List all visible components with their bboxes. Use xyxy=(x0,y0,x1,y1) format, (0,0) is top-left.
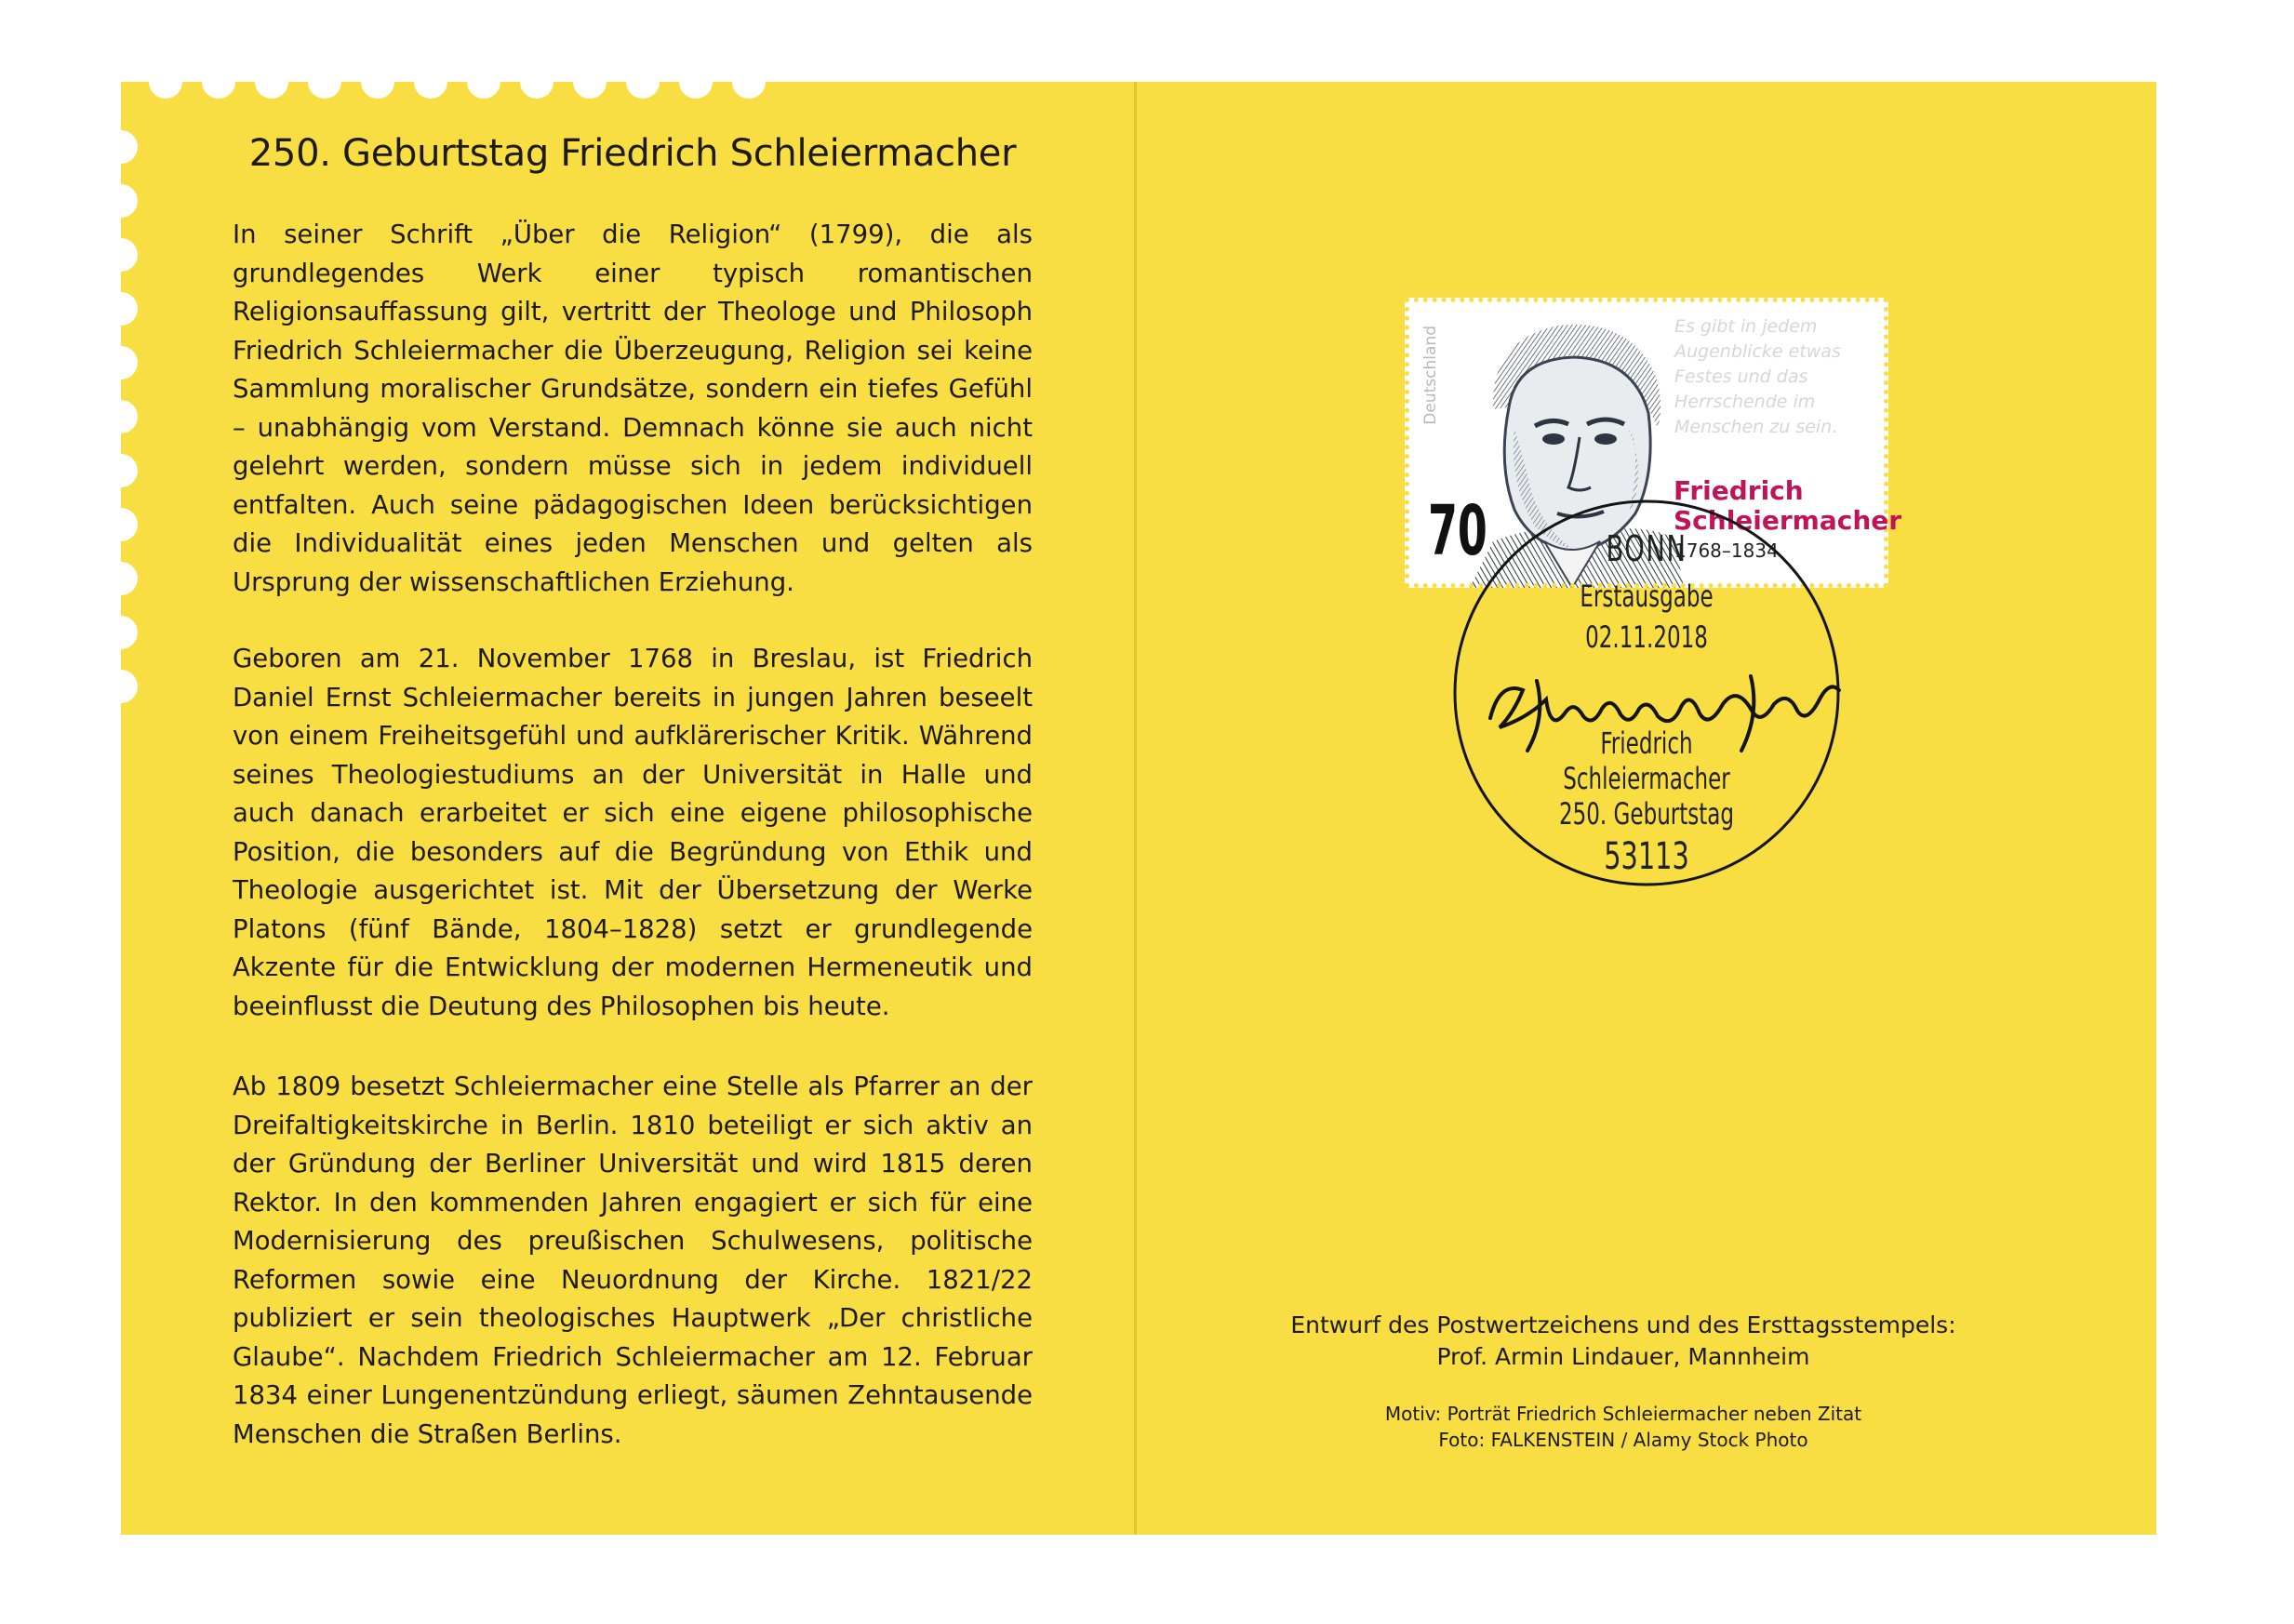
perforation-hole xyxy=(104,292,138,326)
perforation-hole xyxy=(104,454,138,487)
postmark-date: 02.11.2018 xyxy=(1585,619,1708,655)
perforation-hole xyxy=(202,65,235,99)
designer-name: Prof. Armin Lindauer, Mannheim xyxy=(1436,1343,1810,1370)
page-title: 250. Geburtstag Friedrich Schleiermacher xyxy=(248,132,1017,175)
stamp-years: 1768–1834 xyxy=(1674,539,1779,562)
stamp-value: 70 xyxy=(1428,491,1487,571)
postmark-postcode: 53113 xyxy=(1604,835,1689,878)
postmark-first-issue: Erstausgabe xyxy=(1580,579,1714,614)
perforation-hole xyxy=(679,65,713,99)
perforation-hole xyxy=(104,184,138,218)
perforation-hole xyxy=(149,65,182,99)
perforation-hole xyxy=(104,508,138,541)
stamp-quote: Es gibt in jedem Augenblicke etwas Festes und das Herrschende im Menschen zu sein. xyxy=(1674,316,1841,437)
motif-credit: Motiv: Porträt Friedrich Schleiermacher neben Zitat xyxy=(1384,1403,1862,1425)
perforation-hole xyxy=(414,65,447,99)
photo-credit: Foto: FALKENSTEIN / Alamy Stock Photo xyxy=(1438,1429,1808,1451)
perforation-hole xyxy=(732,65,766,99)
perforation-hole xyxy=(104,616,138,649)
perforation-hole xyxy=(520,65,553,99)
perforation-hole xyxy=(104,562,138,595)
stamp-country: Deutschland xyxy=(1421,326,1440,425)
postmark-occasion: 250. Geburtstag xyxy=(1558,796,1735,832)
postmark-name-last: Schleiermacher xyxy=(1563,761,1730,796)
perforation-hole xyxy=(104,130,138,164)
perforation-hole xyxy=(104,238,138,272)
perforation-hole xyxy=(104,670,138,703)
perforation-hole xyxy=(361,65,394,99)
perforation-hole xyxy=(573,65,607,99)
design-credit-label: Entwurf des Postwertzeichens und des Ersttagsstempels: xyxy=(1290,1311,1956,1338)
perforation-hole xyxy=(104,346,138,379)
paragraph-berlin: Ab 1809 besetzt Schleiermacher eine Stelle als Pfarrer an der Dreifaltigkeitskirche in Berlin. 1810 beteiligt er sich aktiv an der Gründung der Berliner Universität und wird 1815 deren Rektor. In den kommenden Jahren engagiert er sich für eine Modernisierung des preußischen Schulwesens, politische Reformen sowie eine Neuordnung der Kirche. 1821/22 publiziert er sein theologisches Hauptwerk „Der christliche Glaube“. Nachdem Friedrich Schleiermacher am 12. Februar 1834 einer Lungenentzündung erliegt, säumen Zehntausende Menschen die Straßen Berlins. xyxy=(233,1072,1033,1449)
stamp-name-first: Friedrich xyxy=(1674,475,1804,506)
perforation-hole xyxy=(255,65,288,99)
postmark-city: BONN xyxy=(1606,528,1687,569)
postmark-name-first: Friedrich xyxy=(1600,725,1693,761)
perforation-hole xyxy=(308,65,341,99)
paragraph-biography: Geboren am 21. November 1768 in Breslau, ist Friedrich Daniel Ernst Schleiermacher bereits in jungen Jahren beseelt von einem Freiheitsgefühl und aufklärerischer Kritik. Während seines Theologiestudiums an der Universität in Halle und auch danach erarbeitet er sich eine eigene philosophische Position, die besonders auf die Begründung von Ethik und Theologie ausgerichtet ist. Mit der Übersetzung der Werke Platons (fünf Bände, 1804–1828) setzt er grundlegende Akzente für die Entwicklung der modernen Hermeneutik und beeinflusst die Deutung des Philosophen bis heute. xyxy=(233,644,1033,1021)
paragraph-religion: In seiner Schrift „Über die Religion“ (1799), die als grundlegendes Werk einer typisch romantischen Religionsauffassung gilt, vertritt der Theologe und Philosoph Friedrich Schleiermacher die Überzeugung, Religion sei keine Sammlung moralischer Grundsätze, sondern ein tiefes Gefühl – unabhängig vom Verstand. Demnach könne sie auch nicht gelehrt werden, sondern müsse sich in jedem individuell entfalten. Auch seine pädagogischen Ideen berücksichtigen die Individualität eines jeden Menschen und gelten als Ursprung der wissenschaftlichen Erziehung. xyxy=(233,220,1033,597)
perforation-hole xyxy=(626,65,660,99)
perforation-hole xyxy=(467,65,500,99)
stamp-name-last: Schleiermacher xyxy=(1674,505,1902,536)
perforation-hole xyxy=(104,400,138,433)
